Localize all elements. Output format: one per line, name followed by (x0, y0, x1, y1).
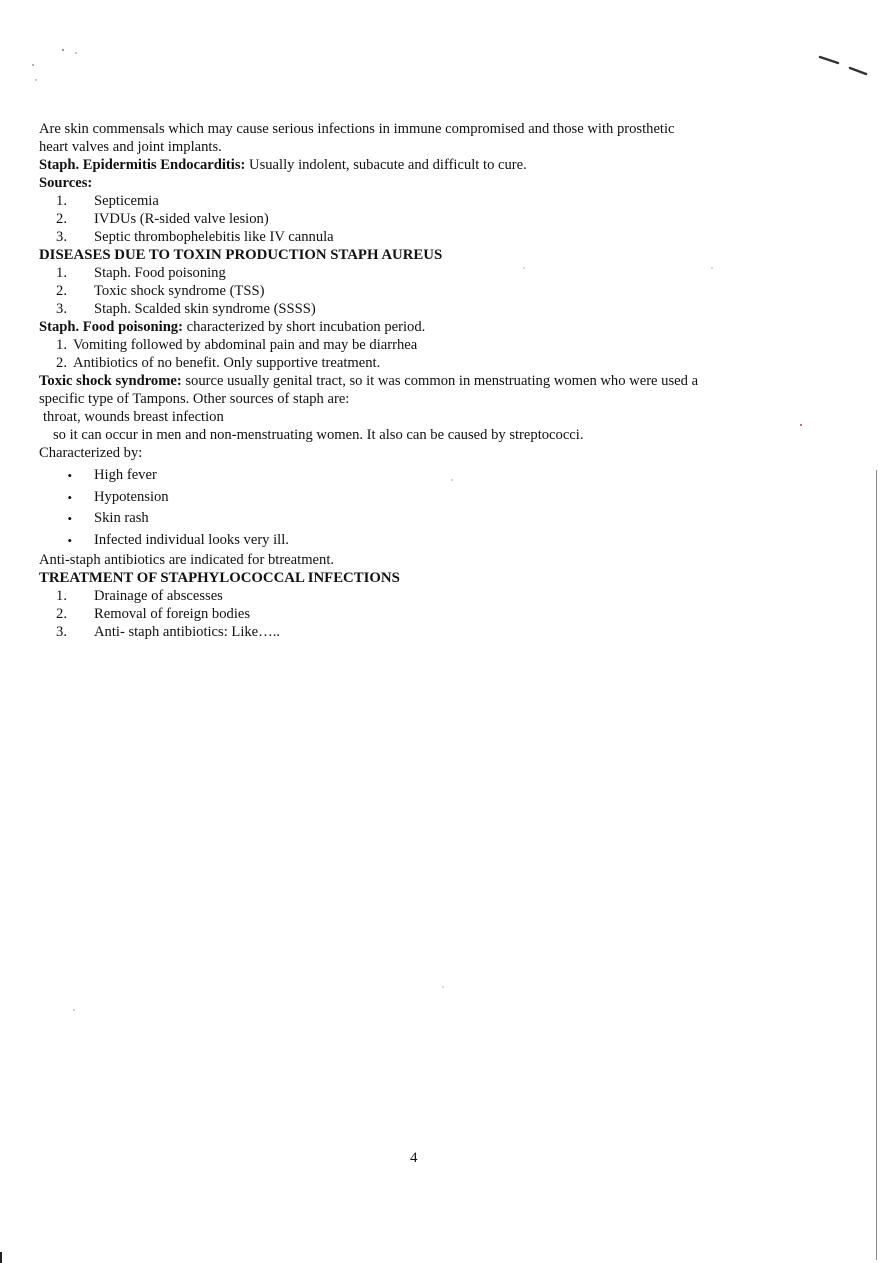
list-text: Toxic shock syndrome (TSS) (94, 283, 265, 299)
sources-label: Sources: (39, 175, 93, 191)
endocarditis-paragraph (39, 156, 819, 174)
bullet-icon: • (67, 489, 72, 505)
bullet-icon: • (67, 532, 72, 548)
list-number: 1. (56, 265, 67, 281)
list-number: 1. (56, 193, 67, 209)
list-text: Removal of foreign bodies (94, 606, 251, 622)
toxin-diseases-list (39, 264, 819, 318)
list-text: Septic thrombophelebitis like IV cannula (94, 229, 334, 245)
food-poisoning-points (39, 336, 819, 372)
list-item (39, 605, 819, 623)
tss-line: specific type of Tampons. Other sources of staph are: (39, 391, 350, 407)
list-text: IVDUs (R-sided valve lesion) (94, 211, 269, 227)
list-number: 2. (56, 606, 67, 622)
tss-line: throat, wounds breast infection (43, 409, 224, 425)
endocarditis-text: Usually indolent, subacute and difficult to cure. (245, 157, 527, 173)
list-item (39, 192, 819, 210)
list-item (39, 336, 819, 354)
treatments-list (39, 587, 819, 641)
list-number: 2. (56, 211, 67, 227)
food-poisoning-text: characterized by short incubation period. (182, 319, 426, 335)
sources-list (39, 192, 819, 246)
intro-line: heart valves and joint implants. (39, 139, 222, 155)
food-poisoning-paragraph (39, 318, 819, 336)
toxin-heading: DISEASES DUE TO TOXIN PRODUCTION STAPH AUREUS (39, 247, 443, 263)
tss-label: Toxic shock syndrome: (39, 373, 182, 389)
tss-line: so it can occur in men and non-menstruating women. It also can be caused by streptococci. (53, 427, 584, 443)
list-item (39, 264, 819, 282)
intro-line: Are skin commensals which may cause serious infections in immune compromised and those with prosthetic (39, 121, 675, 137)
list-item (39, 210, 819, 228)
list-number: 3. (56, 301, 67, 317)
list-item (39, 530, 819, 552)
list-item (39, 228, 819, 246)
list-text: Staph. Food poisoning (94, 265, 226, 281)
list-item (39, 282, 819, 300)
tss-paragraph (39, 372, 819, 390)
characterized-label: Characterized by: (39, 445, 143, 461)
list-text: High fever (94, 467, 157, 483)
list-item (39, 508, 819, 530)
list-number: 2. (56, 355, 67, 371)
page-number: 4 (410, 1150, 418, 1166)
list-text: Vomiting followed by abdominal pain and may be diarrhea (73, 337, 418, 353)
list-text: Skin rash (94, 510, 149, 526)
list-text: Antibiotics of no benefit. Only supportive treatment. (73, 355, 381, 371)
treatment-heading: TREATMENT OF STAPHYLOCOCCAL INFECTIONS (39, 570, 400, 586)
list-item (39, 300, 819, 318)
list-number: 1. (56, 337, 67, 353)
list-item (39, 354, 819, 372)
list-text: Infected individual looks very ill. (94, 531, 289, 548)
list-number: 1. (56, 588, 67, 604)
list-number: 3. (56, 229, 67, 245)
bullet-icon: • (67, 468, 72, 483)
list-item (39, 487, 819, 509)
list-text: Septicemia (94, 193, 159, 209)
anti-staph-line: Anti-staph antibiotics are indicated for btreatment. (39, 552, 335, 568)
tss-text: source usually genital tract, so it was common in menstruating women who were used a (181, 373, 699, 389)
list-number: 3. (56, 624, 67, 640)
list-text: Staph. Scalded skin syndrome (SSSS) (94, 301, 316, 317)
food-poisoning-label: Staph. Food poisoning: (39, 319, 183, 335)
bullet-icon: • (67, 511, 72, 526)
list-item (39, 587, 819, 605)
list-number: 2. (56, 283, 67, 299)
list-text: Anti- staph antibiotics: Like….. (94, 624, 281, 640)
list-item (39, 623, 819, 641)
endocarditis-label: Staph. Epidermitis Endocarditis: (39, 157, 246, 173)
scan-edge (876, 470, 877, 1260)
list-text: Hypotension (94, 488, 169, 505)
list-item (39, 465, 819, 487)
list-text: Drainage of abscesses (94, 588, 223, 604)
characteristics-list (39, 465, 819, 551)
document-body (39, 120, 819, 641)
